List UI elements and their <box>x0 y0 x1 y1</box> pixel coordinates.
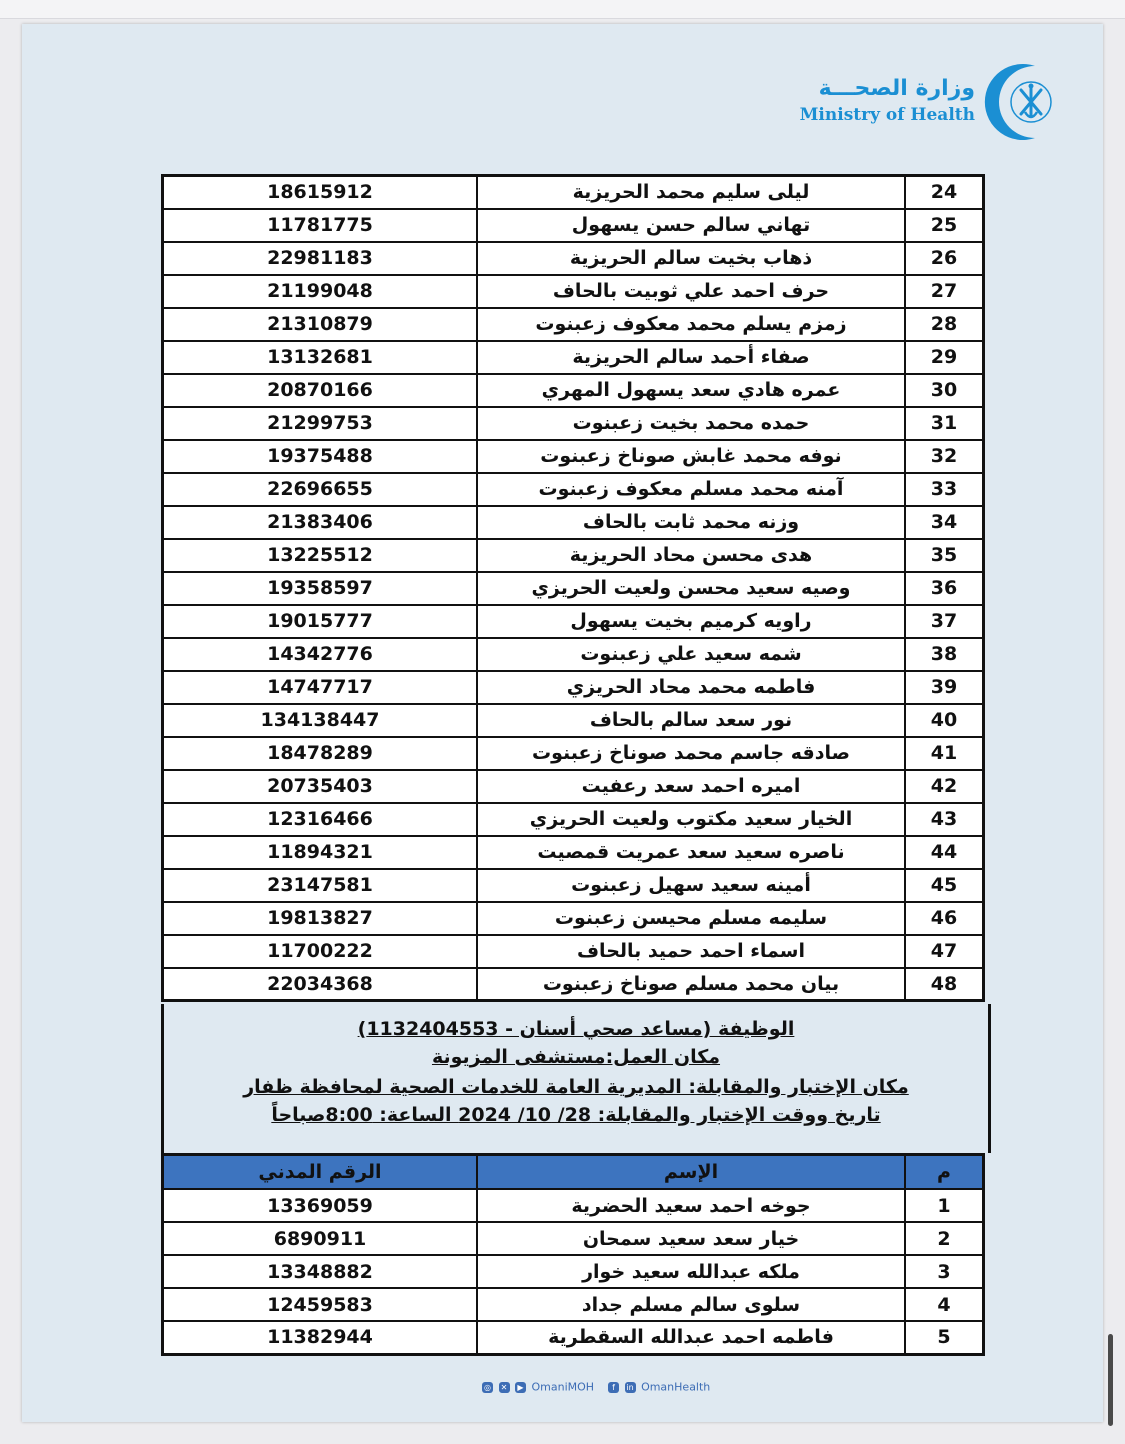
ministry-name-english: Ministry of Health <box>799 105 975 125</box>
name-cell: حرف احمد علي ثوبيت بالحاف <box>477 275 905 308</box>
civil-id-cell: 11382944 <box>163 1321 478 1354</box>
table-row <box>163 1321 984 1354</box>
instagram-icon: ◎ <box>482 1382 493 1393</box>
row-number-cell: 47 <box>905 935 984 968</box>
social-handle-2: OmanHealth <box>641 1380 711 1394</box>
table-row <box>163 407 984 440</box>
name-cell: ليلى سليم محمد الحريزية <box>477 176 905 209</box>
civil-id-cell: 14342776 <box>163 638 478 671</box>
row-number-cell: 39 <box>905 671 984 704</box>
ministry-logo <box>799 60 1063 150</box>
row-number-cell: 35 <box>905 539 984 572</box>
row-number-cell: 26 <box>905 242 984 275</box>
table-row <box>163 803 984 836</box>
name-cell: اسماء احمد حميد بالحاف <box>477 935 905 968</box>
row-number-cell: 32 <box>905 440 984 473</box>
table-row <box>163 176 984 209</box>
row-number-cell: 45 <box>905 869 984 902</box>
table-row <box>163 242 984 275</box>
table-row <box>163 968 984 1001</box>
name-cell: حمده محمد بخيت زعبنوت <box>477 407 905 440</box>
civil-id-cell: 20870166 <box>163 374 478 407</box>
name-cell: اميره احمد سعد رعفيت <box>477 770 905 803</box>
x-icon: ✕ <box>499 1382 510 1393</box>
civil-id-cell: 13225512 <box>163 539 478 572</box>
name-cell: جوخه احمد سعيد الحضرية <box>477 1189 905 1222</box>
row-number-cell: 44 <box>905 836 984 869</box>
header-name: الإسم <box>477 1155 905 1190</box>
row-number-cell: 40 <box>905 704 984 737</box>
table-row <box>163 209 984 242</box>
row-number-cell: 42 <box>905 770 984 803</box>
table-row <box>163 935 984 968</box>
exam-place: مكان الإختبار والمقابلة: المديرية العامة للخدمات الصحية لمحافظة ظفار <box>243 1076 909 1098</box>
row-number-cell: 27 <box>905 275 984 308</box>
civil-id-cell: 19375488 <box>163 440 478 473</box>
civil-id-cell: 13348882 <box>163 1255 478 1288</box>
name-cell: تهاني سالم حسن يسهول <box>477 209 905 242</box>
table-row <box>163 638 984 671</box>
ministry-name-arabic: وزارة الصحـــة <box>818 76 975 101</box>
civil-id-cell: 12459583 <box>163 1288 478 1321</box>
header-number: م <box>905 1155 984 1190</box>
row-number-cell: 25 <box>905 209 984 242</box>
table-row <box>163 275 984 308</box>
table-row <box>163 308 984 341</box>
civil-id-cell: 11700222 <box>163 935 478 968</box>
table-row <box>163 440 984 473</box>
name-cell: عمره هادي سعد يسهول المهري <box>477 374 905 407</box>
table-row <box>163 737 984 770</box>
name-cell: فاطمه محمد محاد الحريزي <box>477 671 905 704</box>
table-row <box>163 869 984 902</box>
civil-id-cell: 20735403 <box>163 770 478 803</box>
table-row <box>163 836 984 869</box>
row-number-cell: 37 <box>905 605 984 638</box>
scrollbar[interactable] <box>1108 1334 1113 1426</box>
civil-id-cell: 13369059 <box>163 1189 478 1222</box>
table-row <box>163 473 984 506</box>
name-cell: ذهاب بخيت سالم الحريزية <box>477 242 905 275</box>
civil-id-cell: 22981183 <box>163 242 478 275</box>
civil-id-cell: 21383406 <box>163 506 478 539</box>
civil-id-cell: 11781775 <box>163 209 478 242</box>
name-cell: نور سعد سالم بالحاف <box>477 704 905 737</box>
civil-id-cell: 19015777 <box>163 605 478 638</box>
row-number-cell: 29 <box>905 341 984 374</box>
row-number-cell: 30 <box>905 374 984 407</box>
row-number-cell: 46 <box>905 902 984 935</box>
name-cell: راويه كرميم بخيت يسهول <box>477 605 905 638</box>
civil-id-cell: 18478289 <box>163 737 478 770</box>
table-row <box>163 1255 984 1288</box>
civil-id-cell: 11894321 <box>163 836 478 869</box>
name-cell: الخيار سعيد مكتوب ولعيت الحريزي <box>477 803 905 836</box>
row-number-cell: 31 <box>905 407 984 440</box>
name-cell: فاطمه احمد عبدالله السقطرية <box>477 1321 905 1354</box>
social-footer <box>482 1380 782 1396</box>
name-cell: سليمه مسلم محيسن زعبنوت <box>477 902 905 935</box>
name-cell: وصيه سعيد محسن ولعيت الحريزي <box>477 572 905 605</box>
name-cell: هدى محسن محاد الحريزية <box>477 539 905 572</box>
civil-id-cell: 6890911 <box>163 1222 478 1255</box>
document-page <box>22 24 1103 1422</box>
civil-id-cell: 21299753 <box>163 407 478 440</box>
table-row <box>163 671 984 704</box>
name-cell: زمزم يسلم محمد معكوف زعبنوت <box>477 308 905 341</box>
table-row <box>163 539 984 572</box>
civil-id-cell: 14747717 <box>163 671 478 704</box>
civil-id-cell: 12316466 <box>163 803 478 836</box>
civil-id-cell: 23147581 <box>163 869 478 902</box>
row-number-cell: 2 <box>905 1222 984 1255</box>
crescent-emblem-icon <box>983 60 1063 144</box>
table-row <box>163 1288 984 1321</box>
table-row <box>163 1189 984 1222</box>
table-row <box>163 506 984 539</box>
row-number-cell: 3 <box>905 1255 984 1288</box>
social-handle-1: OmaniMOH <box>531 1380 595 1394</box>
table-row <box>163 605 984 638</box>
row-number-cell: 1 <box>905 1189 984 1222</box>
name-cell: نوفه محمد غابش صوناخ زعبنوت <box>477 440 905 473</box>
name-cell: ملكه عبدالله سعيد خوار <box>477 1255 905 1288</box>
table-row <box>163 770 984 803</box>
name-cell: شمه سعيد علي زعبنوت <box>477 638 905 671</box>
civil-id-cell: 22696655 <box>163 473 478 506</box>
workplace: مكان العمل:مستشفى المزيونة <box>431 1046 721 1068</box>
name-cell: أمينه سعيد سهيل زعبنوت <box>477 869 905 902</box>
row-number-cell: 5 <box>905 1321 984 1354</box>
table-header-row <box>163 1155 984 1190</box>
candidates-table-dental <box>161 1153 985 1356</box>
linkedin-icon: in <box>626 1382 634 1392</box>
youtube-icon: ▶ <box>515 1382 526 1393</box>
name-cell: سلوى سالم مسلم جداد <box>477 1288 905 1321</box>
job-title: الوظيفة (مساعد صحي أسنان - 1132404553) <box>357 1018 795 1040</box>
civil-id-cell: 13132681 <box>163 341 478 374</box>
row-number-cell: 48 <box>905 968 984 1001</box>
civil-id-cell: 19358597 <box>163 572 478 605</box>
name-cell: صفاء أحمد سالم الحريزية <box>477 341 905 374</box>
row-number-cell: 38 <box>905 638 984 671</box>
row-number-cell: 41 <box>905 737 984 770</box>
name-cell: بيان محمد مسلم صوناخ زعبنوت <box>477 968 905 1001</box>
table-row <box>163 374 984 407</box>
civil-id-cell: 18615912 <box>163 176 478 209</box>
row-number-cell: 24 <box>905 176 984 209</box>
header-civil-id: الرقم المدني <box>163 1155 478 1190</box>
candidates-table-continued <box>161 174 985 1002</box>
table-row <box>163 341 984 374</box>
table-row <box>163 902 984 935</box>
job-info-block <box>161 1004 991 1153</box>
exam-time: تاريخ ووقت الإختبار والمقابلة: 28/ 10/ 2024 الساعة: 8:00صباحاً <box>271 1104 881 1126</box>
table-row <box>163 704 984 737</box>
civil-id-cell: 19813827 <box>163 902 478 935</box>
facebook-icon: f <box>608 1382 619 1393</box>
name-cell: آمنه محمد مسلم معكوف زعبنوت <box>477 473 905 506</box>
name-cell: خيار سعد سعيد سمحان <box>477 1222 905 1255</box>
name-cell: وزنه محمد ثابت بالحاف <box>477 506 905 539</box>
row-number-cell: 28 <box>905 308 984 341</box>
row-number-cell: 34 <box>905 506 984 539</box>
top-band <box>0 0 1125 19</box>
civil-id-cell: 21310879 <box>163 308 478 341</box>
table-row <box>163 572 984 605</box>
name-cell: صادقه جاسم محمد صوناخ زعبنوت <box>477 737 905 770</box>
table-row <box>163 1222 984 1255</box>
name-cell: ناصره سعيد سعد عمريت قمصيت <box>477 836 905 869</box>
row-number-cell: 43 <box>905 803 984 836</box>
row-number-cell: 4 <box>905 1288 984 1321</box>
row-number-cell: 33 <box>905 473 984 506</box>
civil-id-cell: 22034368 <box>163 968 478 1001</box>
civil-id-cell: 21199048 <box>163 275 478 308</box>
civil-id-cell: 134138447 <box>163 704 478 737</box>
row-number-cell: 36 <box>905 572 984 605</box>
